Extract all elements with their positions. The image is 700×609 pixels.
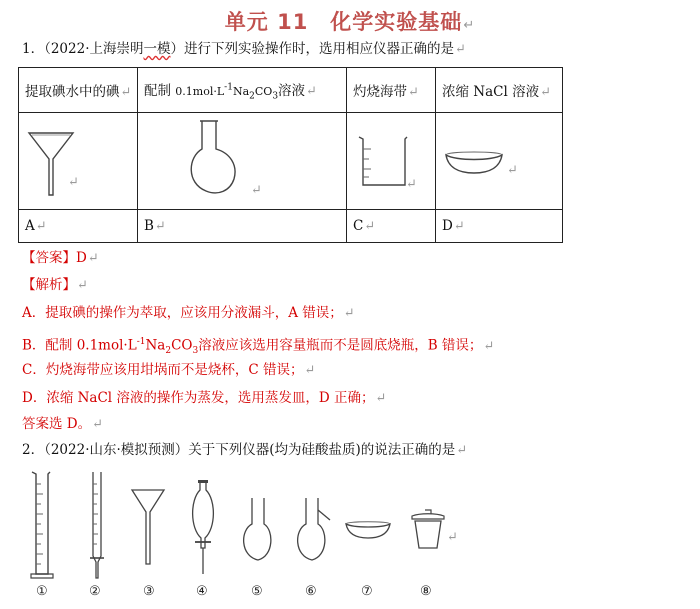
return-mark: ↵ <box>408 85 419 100</box>
instrument-label-1: ① <box>36 584 48 599</box>
answer-label: 【答案】 <box>22 250 76 266</box>
answer-conclusion-text: 答案选 D。 <box>22 416 92 432</box>
analysis-b-sup: -1 <box>136 337 146 347</box>
return-mark: ↵ <box>406 177 417 192</box>
instrument-label-4: ④ <box>196 584 208 599</box>
option-a: A <box>25 218 35 234</box>
analysis-b-sub: 2 <box>165 346 172 357</box>
return-mark: ↵ <box>35 219 47 234</box>
q2-text: 2．（2022·山东·模拟预测）关于下列仪器(均为硅酸盐质)的说法正确的是 <box>22 442 456 458</box>
return-mark: ↵ <box>306 83 317 99</box>
analysis-a-text: A．提取碘的操作为萃取，应该用分液漏斗，A 错误； <box>22 305 343 321</box>
return-mark: ↵ <box>375 391 387 406</box>
return-mark: ↵ <box>77 278 88 293</box>
instrument-label-7: ⑦ <box>361 584 373 599</box>
return-mark: ↵ <box>463 18 476 33</box>
header-b-sub: 2 <box>249 91 255 102</box>
round-bottom-flask-icon <box>186 119 246 201</box>
header-d-text: 浓缩 NaCl 溶液 <box>442 84 540 100</box>
answer-key <box>22 249 99 268</box>
table-header-row <box>19 68 563 113</box>
header-cell-c <box>347 68 436 113</box>
analysis-a <box>22 304 355 323</box>
image-cell-b <box>138 113 347 210</box>
analysis-c-text: C．灼烧海带应该用坩埚而不是烧杯，C 错误； <box>22 362 304 378</box>
page-title <box>0 6 700 36</box>
instrument-label-2: ② <box>89 584 101 599</box>
analysis-d-text: D．浓缩 NaCl 溶液的操作为蒸发，选用蒸发皿，D 正确； <box>22 390 375 406</box>
return-mark: ↵ <box>154 219 166 234</box>
options-table <box>18 67 563 243</box>
option-c: C <box>353 218 364 234</box>
analysis-c <box>22 361 315 380</box>
graduated-cylinder-icon <box>30 470 54 582</box>
header-cell-b <box>138 68 347 113</box>
header-a-text: 提取碘水中的碘 <box>25 84 120 100</box>
analysis-label <box>22 276 88 295</box>
title-text: 单元 11 化学实验基础 <box>224 10 463 34</box>
analysis-b-post: 溶液应该选用容量瓶而不是圆底烧瓶，B 错误； <box>198 337 483 354</box>
answer-value: D <box>76 250 87 266</box>
return-mark: ↵ <box>456 443 468 458</box>
return-mark: ↵ <box>251 183 262 198</box>
return-mark: ↵ <box>364 219 376 234</box>
return-mark: ↵ <box>540 85 551 100</box>
return-mark: ↵ <box>304 363 316 378</box>
header-b-sup: -1 <box>224 82 233 93</box>
q1-underlined: 一模 <box>143 41 171 57</box>
header-b-b: 0.1mol·L <box>175 84 225 98</box>
header-b-d: CO <box>254 84 273 98</box>
option-cell-c <box>347 210 436 243</box>
instrument-label-8: ⑧ <box>420 584 432 599</box>
analysis-d <box>22 389 386 408</box>
header-c-text: 灼烧海带 <box>353 84 407 100</box>
funnel-icon <box>130 488 170 568</box>
question-2 <box>22 441 467 460</box>
return-mark: ↵ <box>343 306 355 321</box>
return-mark: ↵ <box>453 219 465 234</box>
analysis-b <box>22 333 494 360</box>
option-cell-d <box>436 210 563 243</box>
return-mark: ↵ <box>455 42 466 57</box>
option-b: B <box>144 218 154 234</box>
header-cell-a <box>19 68 138 113</box>
separatory-funnel-icon <box>188 478 218 578</box>
instrument-label-6: ⑥ <box>305 584 317 599</box>
header-cell-d <box>436 68 563 113</box>
analysis-b-mid: Na <box>145 337 166 354</box>
q1-post: ）进行下列实验操作时，选用相应仪器正确的是 <box>170 41 454 57</box>
instrument-label-5: ⑤ <box>251 584 263 599</box>
table-option-row <box>19 210 563 243</box>
header-b-sub2: 3 <box>272 91 279 102</box>
evaporating-dish-icon <box>444 147 514 187</box>
return-mark: ↵ <box>483 338 495 354</box>
return-mark: ↵ <box>507 163 518 178</box>
image-cell-a <box>19 113 138 210</box>
instrument-label-3: ③ <box>143 584 155 599</box>
round-bottom-flask-icon <box>240 496 276 568</box>
image-cell-c <box>347 113 436 210</box>
return-mark: ↵ <box>120 85 132 100</box>
analysis-b-pre: B．配制 0.1mol·L <box>22 337 137 354</box>
option-cell-b <box>138 210 347 243</box>
table-image-row <box>19 113 563 210</box>
header-b-a: 配制 <box>144 82 176 99</box>
answer-conclusion <box>22 415 103 434</box>
analysis-label-text: 【解析】 <box>22 277 76 293</box>
option-cell-a <box>19 210 138 243</box>
image-cell-d <box>436 113 563 210</box>
return-mark: ↵ <box>92 417 104 432</box>
q1-pre: 1．（2022·上海崇明 <box>22 41 144 57</box>
return-mark: ↵ <box>87 251 99 266</box>
header-b-c: Na <box>232 84 250 98</box>
question-1 <box>22 40 466 59</box>
crucible-icon <box>410 508 446 554</box>
analysis-b-mid2: CO <box>171 337 193 354</box>
header-b-e: 溶液 <box>278 82 306 99</box>
return-mark: ↵ <box>447 530 458 545</box>
analysis-b-sub2: 3 <box>192 346 199 357</box>
return-mark: ↵ <box>68 175 79 190</box>
burette-icon <box>87 470 107 582</box>
option-d: D <box>442 218 453 234</box>
evaporating-dish-icon <box>344 518 396 548</box>
distillation-flask-icon <box>294 496 334 568</box>
